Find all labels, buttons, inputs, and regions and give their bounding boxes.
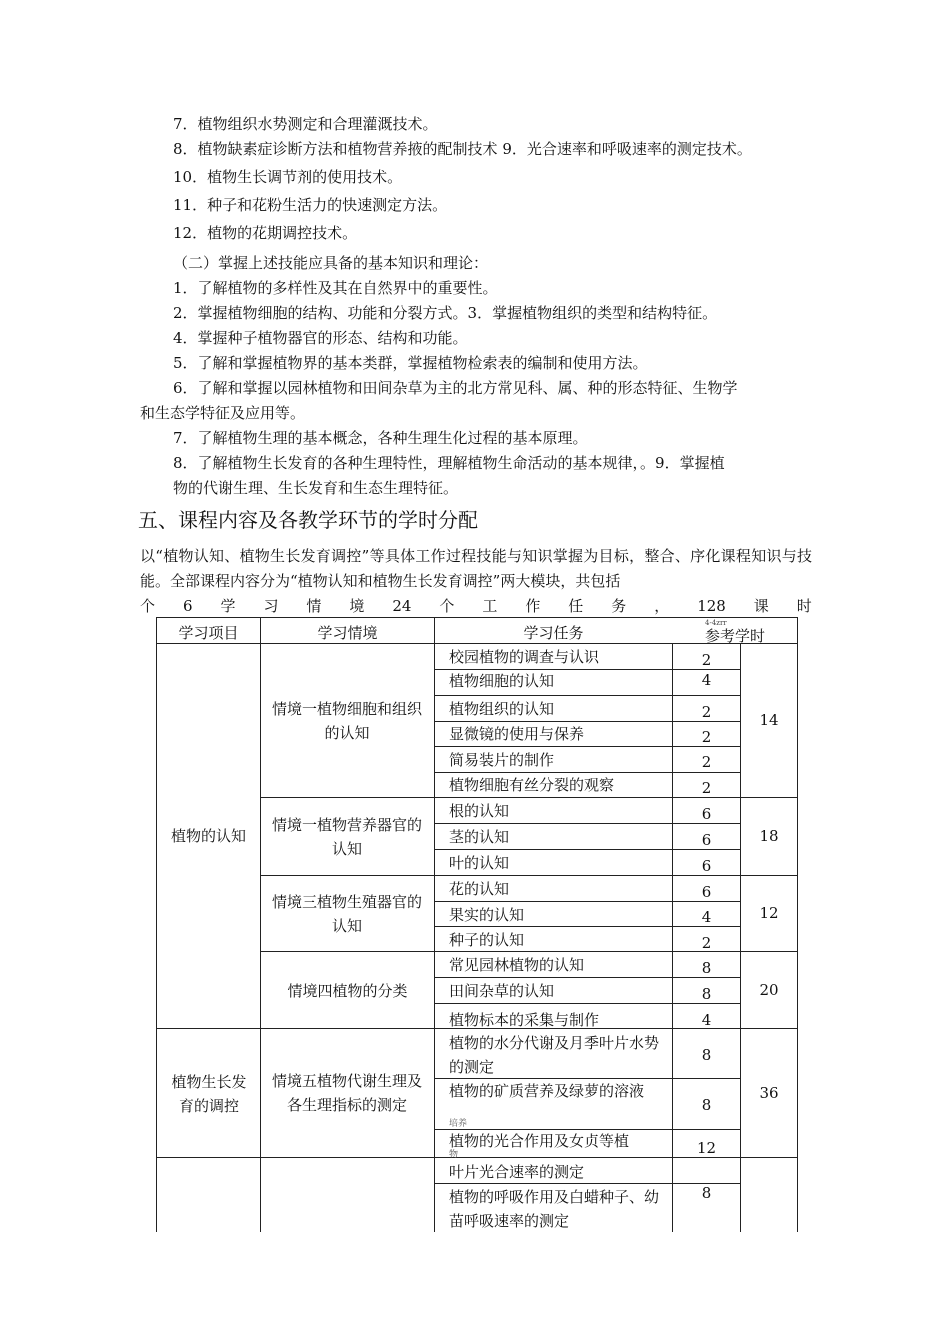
task-hours: 8: [701, 959, 712, 977]
task-name: 校园植物的调查与认识: [449, 648, 600, 666]
section-two-title: （二）掌握上述技能应具备的基本知识和理论：: [173, 254, 489, 272]
spread-token: 任: [568, 597, 584, 615]
header-hours: 参考学时: [704, 627, 765, 645]
task-name: 常见园林植物的认知: [449, 956, 585, 974]
task-name: 植物细胞有丝分裂的观察: [449, 776, 615, 794]
knowledge-line-6-cont: 和生态学特征及应用等。: [140, 404, 306, 422]
spread-token: 课: [753, 597, 769, 615]
situation-cells-tissues: 情境一植物细胞和组织的认知: [271, 700, 422, 742]
knowledge-line-5: 5．了解和掌握植物界的基本类群，掌握植物检索表的编制和使用方法。: [173, 354, 648, 372]
section-five-paragraph: 以“植物认知、植物生长发育调控”等具体工作过程技能与知识掌握为目标，整合、序化课程知识与技能。全部课程内容分为“植物认知和植物生长发育调控”两大模块，共包括: [140, 547, 812, 590]
task-hours: 6: [701, 831, 712, 849]
cut-off-text: 物: [449, 1150, 459, 1160]
task-name: 植物细胞的认知: [449, 672, 555, 690]
knowledge-line-1: 1．了解植物的多样性及其在自然界中的重要性。: [173, 279, 498, 297]
situation-vegetative-organs: 情境一植物营养器官的认知: [271, 816, 422, 858]
task-hours: 2: [701, 703, 712, 721]
task-name: 植物标本的采集与制作: [449, 1011, 600, 1029]
knowledge-line-2-3: 2．掌握植物细胞的结构、功能和分裂方式。3．掌握植物组织的类型和结构特征。: [173, 304, 718, 322]
knowledge-line-9-cont: 物的代谢生理、生长发育和生态生理特征。: [173, 479, 459, 497]
total-hours: 36: [759, 1084, 779, 1102]
total-hours: 12: [759, 904, 779, 922]
spread-token: 工: [482, 597, 498, 615]
spread-token: 务: [611, 597, 627, 615]
total-hours: 18: [759, 827, 779, 845]
task-name: 果实的认知: [449, 906, 525, 924]
total-hours: 14: [759, 711, 779, 729]
spread-token: 6: [182, 597, 193, 615]
task-name: 植物的矿质营养及绿萝的溶液: [449, 1082, 645, 1100]
task-hours: 2: [701, 753, 712, 771]
header-task: 学习任务: [523, 624, 584, 642]
knowledge-line-7: 7．了解植物生理的基本概念，各种生理生化过程的基本原理。: [173, 429, 588, 447]
spread-token: 个: [439, 597, 455, 615]
task-hours: 4: [701, 671, 712, 689]
task-hours: 12: [696, 1139, 717, 1157]
task-hours: 6: [701, 883, 712, 901]
task-hours: 4: [701, 908, 712, 926]
spread-token: 作: [525, 597, 541, 615]
task-hours: 8: [701, 1096, 712, 1114]
task-name: 叶的认知: [449, 854, 510, 872]
task-name: 叶片光合速率的测定: [449, 1163, 585, 1181]
task-hours: 8: [701, 985, 712, 1003]
spread-token: 时: [796, 597, 812, 615]
task-hours: 6: [701, 857, 712, 875]
task-name: 简易装片的制作: [449, 751, 555, 769]
spread-token: 个: [140, 597, 156, 615]
skill-line-10: 10．植物生长调节剂的使用技术。: [173, 168, 403, 186]
header-situation: 学习情境: [317, 624, 378, 642]
task-hours: 6: [701, 805, 712, 823]
header-project: 学习项目: [178, 624, 239, 642]
task-name: 植物的呼吸作用及白蜡种子、幼苗呼吸速率的测定: [449, 1188, 660, 1230]
task-hours: 8: [701, 1184, 712, 1202]
section-five-heading: 五、课程内容及各教学环节的学时分配: [138, 508, 478, 532]
project-plant-recognition: 植物的认知: [170, 827, 246, 845]
skill-line-11: 11．种子和花粉生活力的快速测定方法。: [173, 196, 448, 214]
task-name: 田间杂草的认知: [449, 982, 555, 1000]
situation-classification: 情境四植物的分类: [287, 982, 408, 1000]
spread-token: 24: [392, 597, 412, 615]
situation-reproductive-organs: 情境三植物生殖器官的认知: [271, 893, 422, 935]
task-hours: 2: [701, 779, 712, 797]
task-name: 根的认知: [449, 802, 510, 820]
task-hours: 8: [701, 1046, 712, 1064]
total-hours: 20: [759, 981, 779, 999]
project-growth-regulation: 植物生长发育的调控: [171, 1073, 247, 1115]
spread-token: 境: [349, 597, 365, 615]
task-hours: 2: [701, 651, 712, 669]
spread-token: 128: [697, 597, 726, 615]
task-name: 显微镜的使用与保养: [449, 725, 585, 743]
task-name: 花的认知: [449, 880, 510, 898]
task-name: 植物的光合作用及女贞等植: [449, 1132, 630, 1150]
spread-token: 学: [220, 597, 236, 615]
skill-line-12: 12．植物的花期调控技术。: [173, 224, 358, 242]
task-name: 茎的认知: [449, 828, 510, 846]
situation-metabolism: 情境五植物代谢生理及各生理指标的测定: [271, 1072, 422, 1114]
spread-token: 习: [263, 597, 279, 615]
knowledge-line-6: 6．了解和掌握以园林植物和田间杂草为主的北方常见科、属、种的形态特征、生物学: [173, 379, 738, 397]
spread-token: 情: [306, 597, 322, 615]
task-hours: 2: [701, 934, 712, 952]
spread-token: ，: [654, 597, 670, 615]
task-hours: 2: [701, 728, 712, 746]
skill-line-8-9: 8．植物缺素症诊断方法和植物营养掖的配制技术 9．光合速率和呼吸速率的测定技术。: [173, 140, 752, 158]
task-name: 种子的认知: [449, 931, 525, 949]
skill-line-7: 7．植物组织水势测定和合理灌溉技术。: [173, 115, 438, 133]
task-name: 植物的水分代谢及月季叶片水势的测定: [449, 1034, 660, 1076]
knowledge-line-8-9: 8．了解植物生长发育的各种生理特性，理解植物生命活动的基本规律，。9．掌握植: [173, 454, 725, 472]
task-hours: 4: [701, 1011, 712, 1029]
cut-off-text: 培养: [449, 1119, 468, 1129]
knowledge-line-4: 4．掌握种子植物器官的形态、结构和功能。: [173, 329, 468, 347]
header-note: 4-4zrr: [705, 619, 727, 627]
task-name: 植物组织的认知: [449, 700, 555, 718]
